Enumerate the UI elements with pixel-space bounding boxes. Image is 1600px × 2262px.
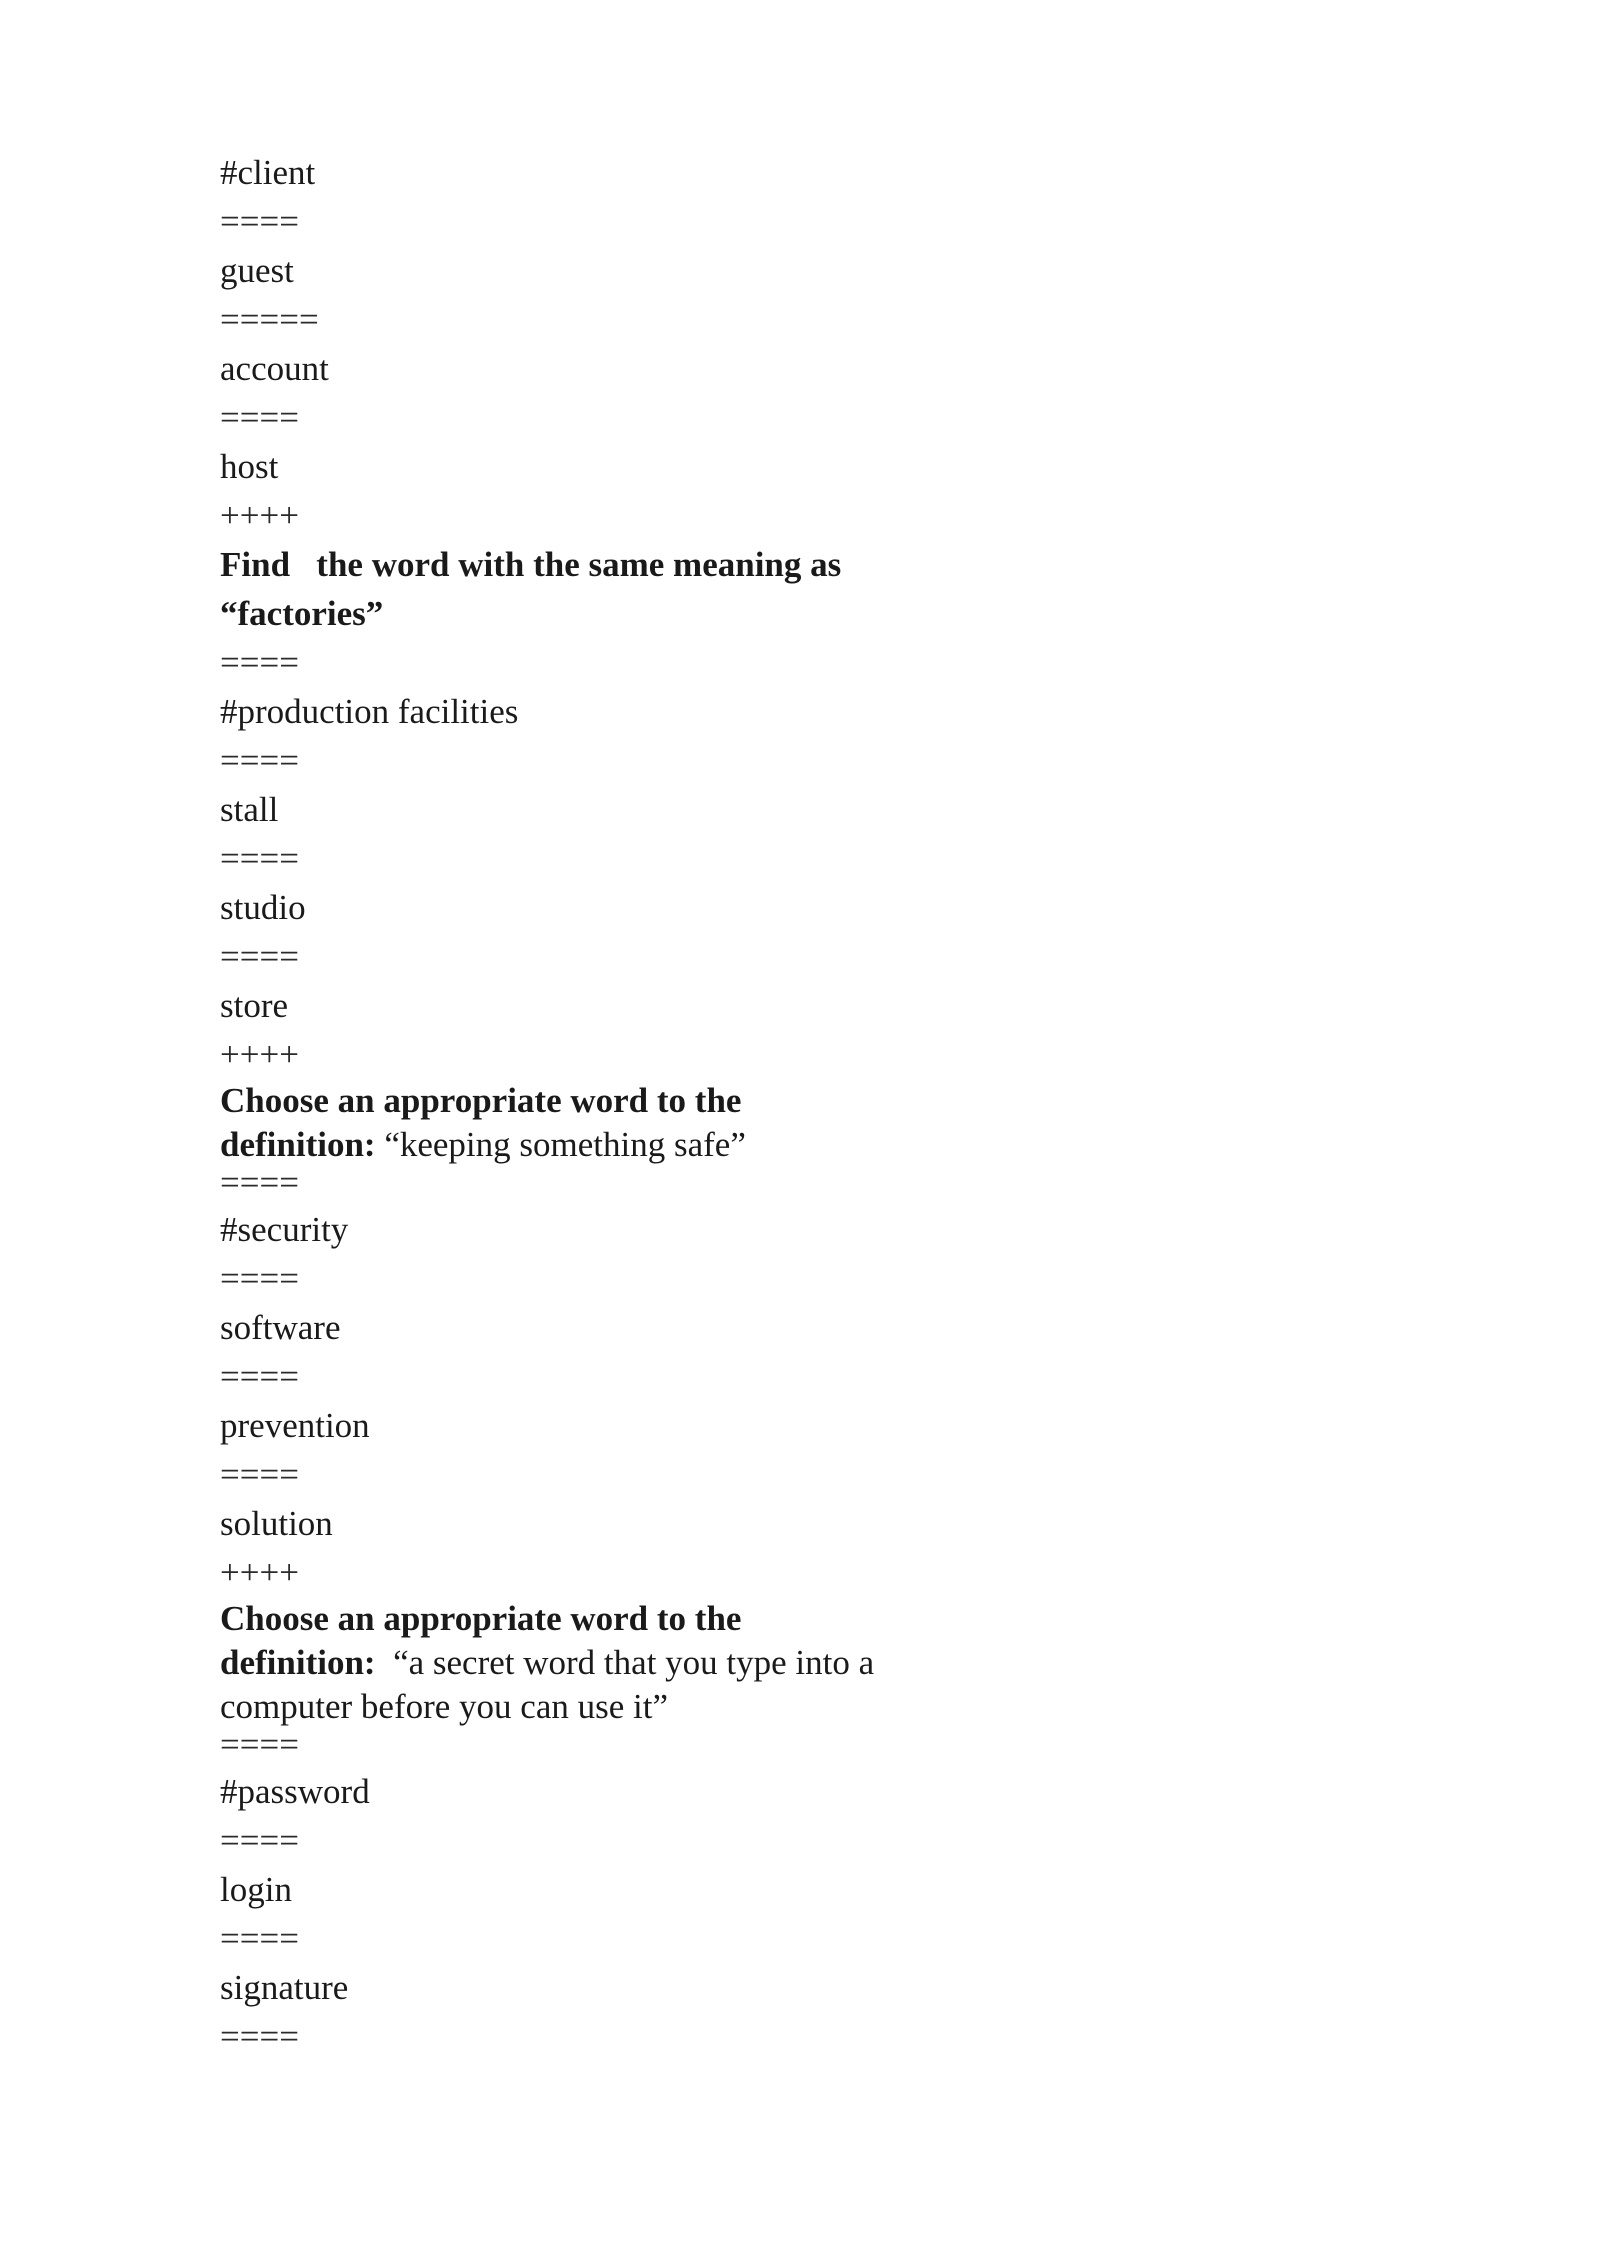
answer-option: host (220, 447, 279, 486)
separator: ==== (220, 1163, 299, 1202)
separator: ==== (220, 1455, 299, 1494)
answer-option: stall (220, 790, 279, 829)
answer-group-2 (220, 1161, 980, 1597)
question-3-line-1: Choose an appropriate word to the (220, 1599, 742, 1638)
separator: ==== (220, 643, 299, 682)
question-1-line-2: “factories” (220, 594, 384, 633)
answer-option: login (220, 1870, 292, 1909)
answer-option: store (220, 986, 289, 1025)
answer-option: studio (220, 888, 306, 927)
question-1-line-1: Find the word with the same meaning as (220, 545, 842, 584)
question-3-line-2 (220, 1641, 980, 1685)
separator: ==== (220, 839, 299, 878)
separator: ==== (220, 1919, 299, 1958)
answer-option: prevention (220, 1406, 370, 1445)
question-3-line-3: computer before you can use it” (220, 1687, 669, 1726)
answer-group-3 (220, 1723, 980, 2061)
answer-option: solution (220, 1504, 333, 1543)
question-separator: ++++ (220, 1553, 299, 1592)
question-2 (220, 1079, 980, 1167)
separator: ==== (220, 937, 299, 976)
definition-text: “keeping something safe” (375, 1125, 746, 1164)
definition-label: definition: (220, 1643, 376, 1682)
question-separator: ++++ (220, 496, 299, 535)
definition-label: definition: (220, 1125, 376, 1164)
question-3 (220, 1597, 980, 1729)
answer-option: software (220, 1308, 341, 1347)
document-content (220, 148, 980, 2061)
answer-option: account (220, 349, 329, 388)
answer-option: #password (220, 1772, 370, 1811)
separator: ==== (220, 1725, 299, 1764)
answer-group-0 (220, 148, 980, 540)
separator: ==== (220, 398, 299, 437)
question-2-line-1: Choose an appropriate word to the (220, 1081, 742, 1120)
separator: ===== (220, 300, 319, 339)
question-1 (220, 540, 980, 638)
answer-option: #security (220, 1210, 349, 1249)
separator: ==== (220, 202, 299, 241)
answer-option: signature (220, 1968, 349, 2007)
separator: ==== (220, 741, 299, 780)
separator: ==== (220, 1259, 299, 1298)
answer-option: guest (220, 251, 294, 290)
answer-option: #production facilities (220, 692, 519, 731)
answer-option: #client (220, 153, 316, 192)
definition-text: “a secret word that you type into a (375, 1643, 875, 1682)
separator: ==== (220, 2017, 299, 2056)
question-separator: ++++ (220, 1035, 299, 1074)
answer-group-1 (220, 638, 980, 1079)
separator: ==== (220, 1821, 299, 1860)
separator: ==== (220, 1357, 299, 1396)
